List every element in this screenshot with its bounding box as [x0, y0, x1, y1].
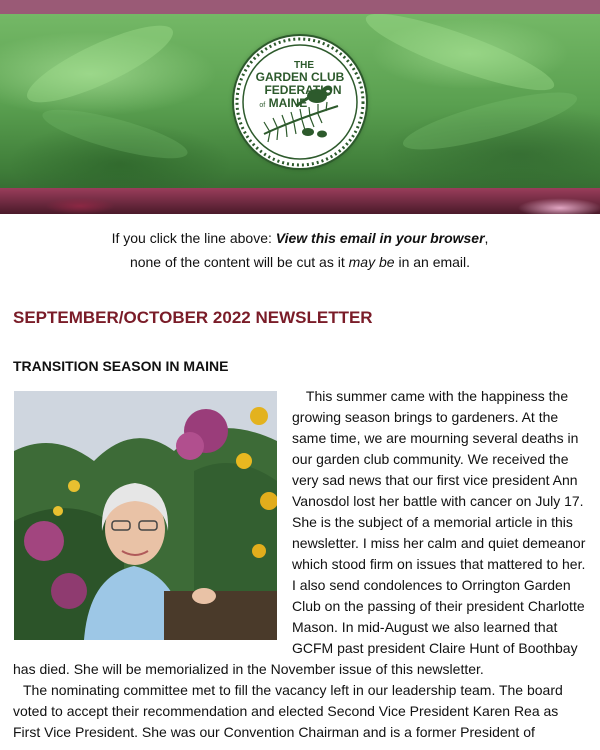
garden-club-logo[interactable] [234, 36, 366, 168]
article-paragraph [13, 680, 587, 743]
gardener-portrait-photo[interactable] [14, 391, 277, 640]
portrait-image [14, 391, 277, 640]
top-color-band [0, 0, 600, 14]
browser-note-text: none of the content will be cut as it [129, 254, 345, 270]
paragraph-text: The nominating committee met to fill the vacancy left in our leadership team. The board voted to accept their recommendation and elected Second Vice President Karen Rea as First Vice President. She was our Convention Chairman and is a former President of [13, 682, 563, 740]
logo-text-line: of [259, 102, 266, 109]
logo-text [234, 60, 366, 112]
leaf-highlight [19, 14, 181, 116]
header-banner [0, 14, 600, 214]
leaf-highlight [39, 100, 192, 168]
browser-note-prefix: If you click the line above: [111, 230, 272, 246]
logo-text-line: FEDERATION [264, 83, 342, 97]
newsletter-content [0, 308, 600, 743]
leaf-highlight [360, 14, 560, 103]
newsletter-title: SEPTEMBER/OCTOBER 2022 NEWSLETTER [13, 308, 373, 327]
logo-text-line: THE [294, 60, 314, 71]
paragraph-text: This summer came with the happiness the growing season brings to gardeners. At the same time, we are mourning several deaths in our garden club community. We received the very sad news that our first vice president Ann Vanosdol lost her battle with cancer on July 17. She is the subject of a memorial article in this newsletter. I miss her calm and quiet demeanor which stood firm on issues that mattered to her. I also send condolences to Orrington Garden Club on the passing of their president Charlotte Mason. In mid-August we also learned that GCFM past president Claire Hunt of Boothbay has died. She will be memorialized in the November issue of this newsletter. [13, 388, 586, 677]
browser-note-text: in an email. [398, 254, 471, 270]
leaf-highlight [399, 81, 582, 160]
logo-text-line: MAINE [268, 96, 308, 110]
view-in-browser-note [0, 226, 600, 274]
browser-note-emphasis: may be [348, 254, 395, 270]
section-heading: TRANSITION SEASON IN MAINE [13, 358, 229, 374]
logo-text-line: GARDEN CLUB [255, 70, 345, 84]
flower-strip [0, 188, 600, 214]
browser-note-comma: , [484, 230, 489, 246]
logo-maine-row [234, 97, 366, 112]
view-in-browser-link[interactable]: View this email in your browser [275, 230, 485, 246]
article-paragraph [13, 386, 587, 680]
browser-note-line-2 [0, 250, 600, 274]
browser-note-line-1 [0, 226, 600, 250]
